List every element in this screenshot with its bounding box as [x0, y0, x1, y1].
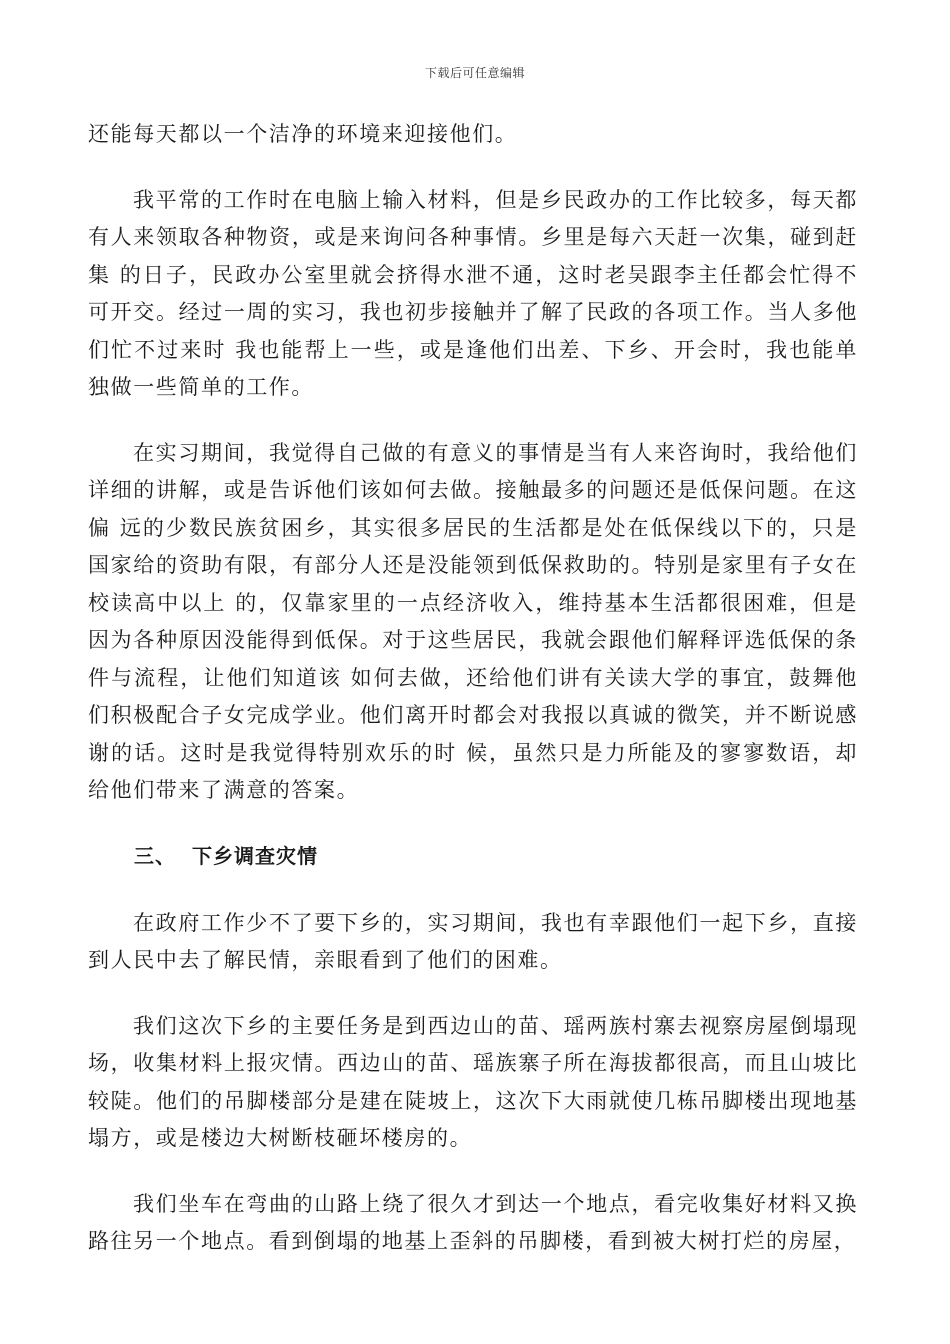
paragraph-3: 在实习期间，我觉得自己做的有意义的事情是当有人来咨询时，我给他们详细的讲解，或是告诉他们该如何去做。接触最多的问题还是低保问题。在这偏 远的少数民族贫困乡，其实很多居民的生活都是处在低保线以下的，只是国家给的资助有限，有部分人还是没能领到低保救助的。特别是家里有子女在校读高中以上 的，仅靠家里的一点经济收入，维持基本生活都很困难，但是因为各种原因没能得到低保。对于这些居民，我就会跟他们解释评选低保的条件与流程，让他们知道该 如何去做，还给他们讲有关读大学的事宜，鼓舞他们积极配合子女完成学业。他们离开时都会对我报以真诚的微笑，并不断说感谢的话。这时是我觉得特别欢乐的时 候，虽然只是力所能及的寥寥数语，却给他们带来了满意的答案。 — [88, 440, 858, 802]
paragraph-5: 我们这次下乡的主要任务是到西边山的苗、瑶两族村寨去视察房屋倒塌现场，收集材料上报灾情。西边山的苗、瑶族寨子所在海拔都很高，而且山坡比较陡。他们的吊脚楼部分是建在陡坡上，这次下大雨就使几栋吊脚楼出现地基塌方，或是楼边大树断枝砸坏楼房的。 — [88, 1013, 858, 1150]
paragraph-6: 我们坐车在弯曲的山路上绕了很久才到达一个地点，看完收集好材料又换路往另一个地点。看到倒塌的地基上歪斜的吊脚楼，看到被大树打烂的房屋， — [88, 1191, 858, 1253]
header-note: 下载后可任意编辑 — [424, 66, 525, 80]
paragraph-2: 我平常的工作时在电脑上输入材料，但是乡民政办的工作比较多，每天都有人来领取各种物资，或是来询问各种事情。乡里是每六天赶一次集，碰到赶集 的日子，民政办公室里就会挤得水泄不通，这时老吴跟李主任都会忙得不可开交。经过一周的实习，我也初步接触并了解了民政的各项工作。当人多他们忙不过来时 我也能帮上一些，或是逢他们出差、下乡、开会时，我也能单独做一些简单的工作。 — [88, 187, 858, 399]
paragraph-1: 还能每天都以一个洁净的环境来迎接他们。 — [88, 122, 518, 146]
section-heading — [88, 838, 858, 875]
document-body — [88, 116, 858, 1289]
paragraph-4: 在政府工作少不了要下乡的，实习期间，我也有幸跟他们一起下乡，直接到人民中去了解民情，亲眼看到了他们的困难。 — [88, 910, 858, 972]
section-number: 三、 — [134, 843, 176, 868]
section-title: 下乡调查灾情 — [192, 843, 318, 868]
